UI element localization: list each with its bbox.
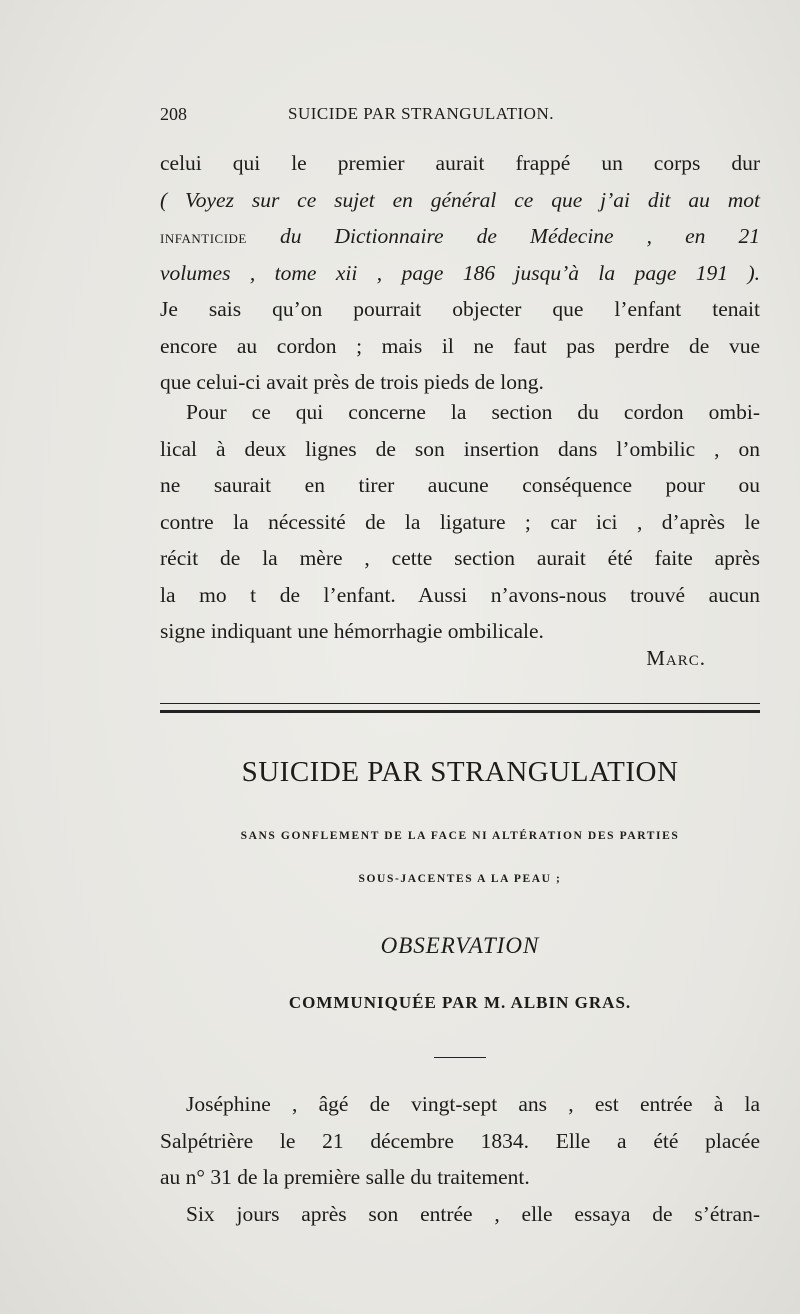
text-line: lical à deux lignes de son insertion dans l’ombilic , on [160,436,760,461]
author-signature: Marc. [646,646,706,670]
paragraph-six-days [160,1196,760,1233]
paragraph-josephine [160,1086,760,1196]
section-subtitle-line2: SOUS-JACENTES A LA PEAU ; [358,873,562,885]
text-line: Joséphine , âgé de vingt-sept ans , est entrée à la [186,1092,760,1116]
text-line: Pour ce qui concerne la section du cordon ombi- [186,400,760,424]
small-caps-term: infanticide [160,227,247,247]
paragraph-continuation [160,145,760,401]
running-header [160,104,760,132]
text-line: ne saurait en tirer aucune conséquence pour ou [160,473,760,497]
communicated-by: COMMUNIQUÉE PAR M. ALBIN GRAS. [288,993,632,1012]
text-line: volumes , tome xii , page 186 jusqu’à la page 191 ). [160,260,760,285]
section-title: SUICIDE PAR STRANGULATION [241,756,679,788]
text-line: récit de la mère , cette section aurait été faite après [160,546,760,570]
paragraph-cord-section [160,394,760,650]
section-subtitle-line1: SANS GONFLEMENT DE LA FACE NI ALTÉRATION DES PARTIES [240,830,680,842]
text-line: signe indiquant une hémorrhagie ombilicale. [160,619,544,643]
text-line: contre la nécessité de la ligature ; car ici , d’après le [160,509,760,534]
text-line: encore au cordon ; mais il ne faut pas perdre de vue [160,333,760,358]
text-line: Je sais qu’on pourrait objecter que l’enfant tenait [160,297,760,321]
running-title: SUICIDE PAR STRANGULATION. [288,104,554,123]
text-line: que celui-ci avait près de trois pieds de long. [160,370,544,394]
short-divider [434,1057,486,1058]
observation-heading: OBSERVATION [380,933,540,958]
section-divider [160,703,760,713]
text-line: Salpétrière le 21 décembre 1834. Elle a été placée [160,1128,760,1153]
text-line: la mo t de l’enfant. Aussi n’avons-nous trouvé aucun [160,582,760,607]
text-line: au n° 31 de la première salle du traitement. [160,1165,530,1189]
text-line [160,218,760,255]
text-line: ( Voyez sur ce sujet en général ce que j’ai dit au mot [160,187,760,212]
italic-reference: du Dictionnaire de Médecine , en 21 [246,224,760,248]
text-line: celui qui le premier aurait frappé un corps dur [160,151,760,175]
text-line: Six jours après son entrée , elle essaya de s’étran- [186,1202,760,1226]
page-number: 208 [160,104,187,124]
